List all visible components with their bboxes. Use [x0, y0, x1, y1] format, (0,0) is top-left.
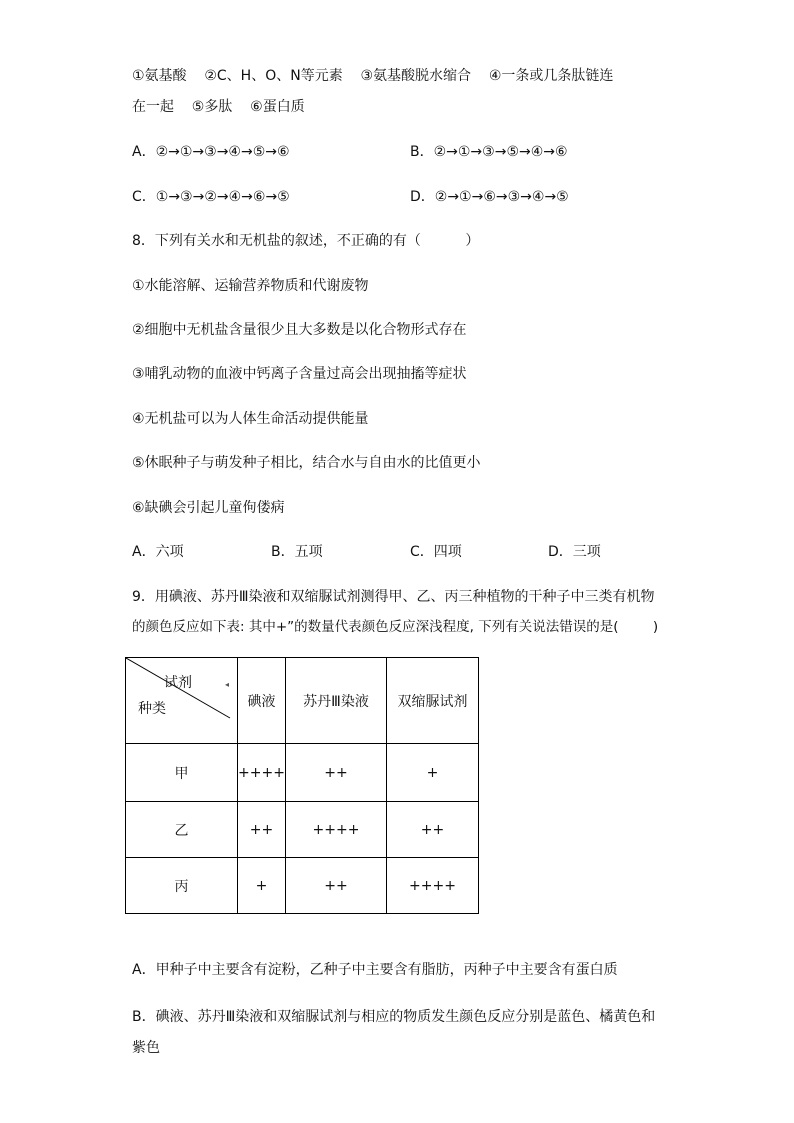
- table-cell: ++: [286, 744, 387, 802]
- table-row: [126, 744, 479, 802]
- q8-item-1: ①水能溶解、运输营养物质和代谢废物: [132, 278, 369, 294]
- corner-label-reagent: 试剂: [164, 675, 192, 691]
- table-cell: ++: [286, 858, 387, 914]
- table-cell: +: [387, 744, 479, 802]
- q7-items-line1: ①氨基酸 ②C、H、O、N等元素 ③氨基酸脱水缩合 ④一条或几条肽链连: [132, 68, 614, 84]
- column-header: 苏丹Ⅲ染液: [286, 658, 387, 744]
- table-cell: ++++: [238, 744, 286, 802]
- q7-option-a[interactable]: A．②→①→③→④→⑤→⑥: [132, 144, 290, 160]
- q9-stem-line2: 的颜色反应如下表: 其中+”的数量代表颜色反应深浅程度, 下列有关说法错误的是( ): [132, 619, 659, 635]
- q8-option-d[interactable]: D．三项: [548, 544, 601, 560]
- table-cell: ++++: [286, 802, 387, 858]
- q8-option-c[interactable]: C．四项: [410, 544, 462, 560]
- q9-stem-line1: 9．用碘液、苏丹Ⅲ染液和双缩脲试剂测得甲、乙、丙三种植物的干种子中三类有机物: [132, 589, 655, 605]
- q8-item-3: ③哺乳动物的血液中钙离子含量过高会出现抽搐等症状: [132, 366, 467, 382]
- column-header: 双缩脲试剂: [387, 658, 479, 744]
- q9-option-b-line2[interactable]: 紫色: [132, 1040, 160, 1056]
- table-cell: ++: [387, 802, 479, 858]
- q7-option-d[interactable]: D．②→①→⑥→③→④→⑤: [410, 189, 569, 205]
- q8-option-a[interactable]: A．六项: [132, 544, 184, 560]
- q8-stem: 8．下列有关水和无机盐的叙述，不正确的有（ ）: [132, 233, 480, 249]
- q7-items-line2: 在一起 ⑤多肽 ⑥蛋白质: [132, 99, 305, 115]
- corner-label-species: 种类: [138, 701, 166, 717]
- table-cell: ++++: [387, 858, 479, 914]
- q8-item-4: ④无机盐可以为人体生命活动提供能量: [132, 411, 369, 427]
- row-label: 丙: [126, 858, 238, 914]
- table-cell: ++: [238, 802, 286, 858]
- reagent-table: [125, 657, 479, 914]
- q8-item-6: ⑥缺碘会引起儿童佝偻病: [132, 500, 285, 516]
- q7-option-b[interactable]: B．②→①→③→⑤→④→⑥: [410, 144, 568, 160]
- q8-item-5: ⑤休眠种子与萌发种子相比，结合水与自由水的比值更小: [132, 455, 481, 471]
- table-row: [126, 858, 479, 914]
- table-header-row: [126, 658, 479, 744]
- row-label: 乙: [126, 802, 238, 858]
- table-corner-cell: [126, 658, 238, 744]
- anchor-mark-icon: ◂: [225, 680, 230, 689]
- q8-item-2: ②细胞中无机盐含量很少且大多数是以化合物形式存在: [132, 322, 467, 338]
- table-cell: +: [238, 858, 286, 914]
- row-label: 甲: [126, 744, 238, 802]
- q9-option-b-line1[interactable]: B．碘液、苏丹Ⅲ染液和双缩脲试剂与相应的物质发生颜色反应分别是蓝色、橘黄色和: [132, 1009, 656, 1025]
- column-header: 碘液: [238, 658, 286, 744]
- q7-option-c[interactable]: C．①→③→②→④→⑥→⑤: [132, 189, 290, 205]
- table-row: [126, 802, 479, 858]
- q9-option-a[interactable]: A．甲种子中主要含有淀粉，乙种子中主要含有脂肪，丙种子中主要含有蛋白质: [132, 962, 618, 978]
- q8-option-b[interactable]: B．五项: [271, 544, 323, 560]
